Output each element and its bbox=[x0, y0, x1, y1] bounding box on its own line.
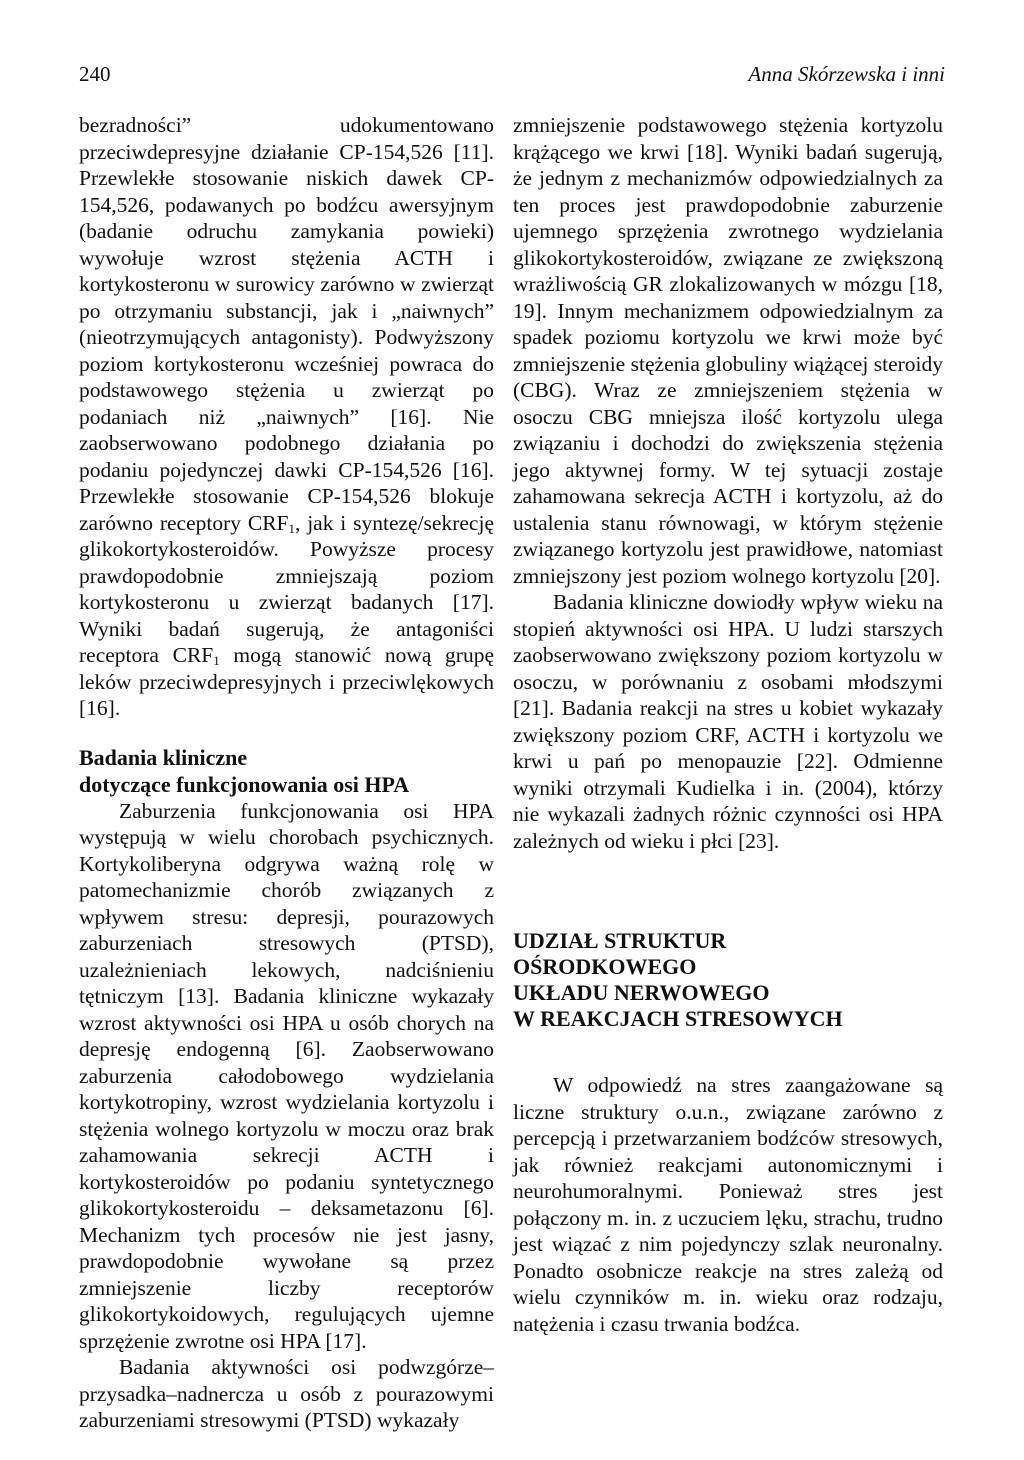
running-head: Anna Skórzewska i inni bbox=[748, 62, 945, 86]
paragraph: Badania kliniczne dowiodły wpływ wieku na stopień aktywności osi HPA. U ludzi starszych zaobserwowano zwiększony poziom kortyzolu w osoczu, w porównaniu z osobami młodszymi [21]. Badania reakcji na stres u kobiet wykazały zwiększony poziom CRF, ACTH i kortyzolu we krwi u pań po menopauzie [22]. Odmienne wyniki otrzymali Kudielka i in. (2004), którzy nie wykazali żadnych różnic czynności osi HPA zależnych od wieku i płci [23]. bbox=[513, 590, 943, 853]
paragraph: Badania aktywności osi podwzgórze–przysadka–nadnercza u osób z pourazowymi zaburzeniami stresowymi (PTSD) wykazały bbox=[79, 1355, 494, 1432]
paragraph: W odpowiedź na stres zaangażowane są liczne struktury o.u.n., związane zarówno z percepcją i przetwarzaniem bodźców stresowych, jak również reakcjami autonomicznymi i neurohumoralnymi. Ponieważ stres jest połączony m. in. z uczuciem lęku, strachu, trudno jest wiązać z nim pojedynczy szlak neuronalny. Ponadto osobnicze reakcje na stres zależą od wielu czynników m. in. wieku oraz rodzaju, natężenia i czasu trwania bodźca. bbox=[513, 1073, 943, 1336]
chapter-heading: UDZIAŁ STRUKTUR OŚRODKOWEGO UKŁADU NERWOWEGO W REAKCJACH STRESOWYCH bbox=[513, 928, 843, 1031]
page-header bbox=[79, 62, 945, 92]
paragraph: bezradności” udokumentowano przeciwdepresyjne działanie CP-154,526 [11]. Przewlekłe stosowanie niskich dawek CP-154,526, podawanych po bodźcu awersyjnym (badanie odruchu zamykania powieki) wywołuje wzrost stężenia ACTH i kortykosteronu w surowicy zarówno w zwierząt po otrzymaniu substancji, jak i „naiwnych” (nieotrzymujących antagonisty). Podwyższony poziom kortykosteronu wcześniej powraca do podstawowego stężenia u zwierząt po podaniach niż „naiwnych” [16]. Nie zaobserwowano podobnego działania po podaniu pojedynczej dawki CP-154,526 [16]. Przewlekłe stosowanie CP-154,526 blokuje zarówno receptory $CRF_1$, jak i syntezę/sekrecję glikokortykosteroidów. Powyższe procesy prawdopodobnie zmniejszają poziom kortykosteronu u zwierząt badanych [17]. Wyniki badań sugerują, że antagoniści receptora $CRF_1$ mogą stanowić nową grupę leków przeciwdepresyjnych i przeciwlękowych [16]. bbox=[79, 113, 495, 720]
paragraph: Zaburzenia funkcjonowania osi HPA występują w wielu chorobach psychicznych. Kortykoliberyna odgrywa ważną rolę w patomechanizmie chorób związanych z wpływem stresu: depresji, pourazowych zaburzeniach stresowych (PTSD), uzależnieniach lekowych, nadciśnieniu tętniczym [13]. Badania kliniczne wykazały wzrost aktywności osi HPA u osób chorych na depresję endogenną [6]. Zaobserwowano zaburzenia całodobowego wydzielania kortykotropiny, wzrost wydzielania kortyzolu i stężenia wolnego kortyzolu w moczu oraz brak zahamowania sekrecji ACTH i kortykosteroidów po podaniu syntetycznego glikokortykosteroidu – deksametazonu [6]. Mechanizm tych procesów nie jest jasny, prawdopodobnie wywołane są przez zmniejszenie liczby receptorów glikokortykoidowych, regulujących ujemne sprzężenie zwrotne osi HPA [17]. bbox=[79, 798, 494, 1353]
page-number: 240 bbox=[79, 62, 111, 86]
right-column bbox=[513, 112, 943, 1337]
section-heading: Badania kliniczne dotyczące funkcjonowania osi HPA bbox=[79, 744, 410, 797]
paragraph: zmniejszenie podstawowego stężenia kortyzolu krążącego we krwi [18]. Wyniki badań sugerują, że jednym z mechanizmów odpowiedzialnych za ten proces jest prawdopodobnie zaburzenie ujemnego sprzężenia zwrotnego wydzielania glikokortykosteroidów, związane ze zwiększoną wrażliwością GR zlokalizowanych w mózgu [18, 19]. Innym mechanizmem odpowiedzialnym za spadek poziomu kortyzolu we krwi może być zmniejszenie stężenia globuliny wiążącej steroidy (CBG). Wraz ze zmniejszeniem stężenia w osoczu CBG mniejsza ilość kortyzolu ulega związaniu i dochodzi do zwiększenia stężenia jego aktywnej formy. W tej sytuacji zostaje zahamowana sekrecja ACTH i kortyzolu, aż do ustalenia stanu równowagi, w którym stężenie związanego kortyzolu jest prawidłowe, natomiast zmniejszony jest poziom wolnego kortyzolu [20]. bbox=[513, 113, 943, 588]
left-column bbox=[79, 112, 494, 1434]
